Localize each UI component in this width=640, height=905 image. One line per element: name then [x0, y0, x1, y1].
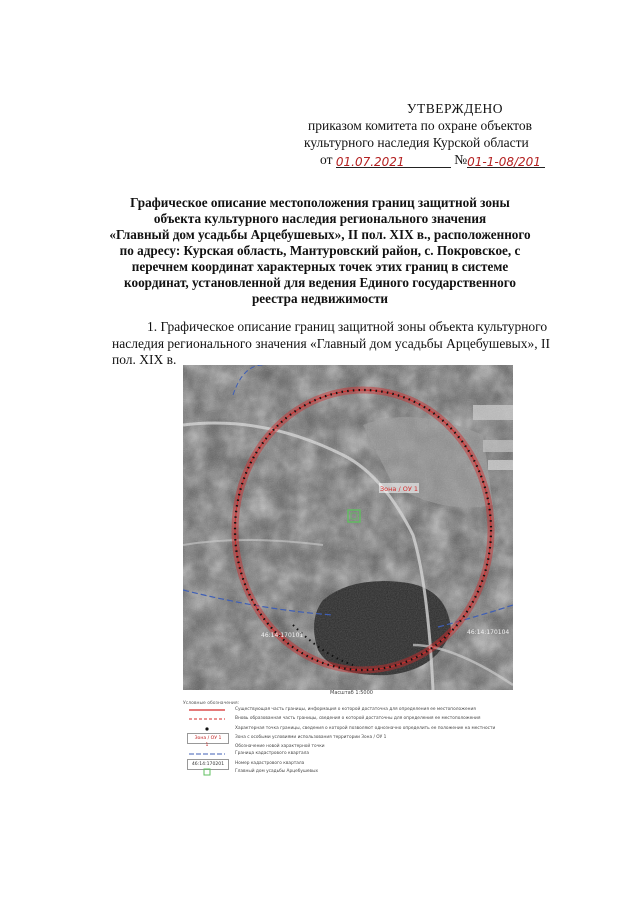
legend-item	[183, 725, 513, 733]
legend-text: Обозначение новой характерной точки	[235, 744, 325, 749]
approval-block	[300, 100, 570, 169]
dashed-line-symbol	[187, 715, 227, 723]
legend-text: Вновь образованная часть границы, сведения о которой достаточны для определения ее местоположения	[235, 716, 481, 721]
title-line: «Главный дом усадьбы Арцебушевых», II пол. XIX в., расположенного	[109, 227, 531, 242]
date-prefix: от	[320, 152, 333, 167]
map-svg	[183, 365, 513, 690]
legend-item	[183, 760, 513, 768]
approval-line-1: приказом комитета по охране объектов	[308, 118, 532, 133]
green-square-symbol	[187, 768, 227, 776]
map-scale: Масштаб 1:5000	[330, 690, 373, 696]
legend-item	[183, 768, 513, 776]
legend-text: Граница кадастрового квартала	[235, 751, 309, 756]
number-prefix: №	[454, 152, 468, 167]
handwritten-number: 01-1-08/201	[467, 155, 541, 169]
legend-text: Существующая часть границы, информация о которой достаточна для определения ее местоположения	[235, 707, 476, 712]
blue-line-symbol	[187, 750, 227, 758]
approval-date-line	[300, 151, 570, 169]
date-field	[336, 153, 451, 168]
handwritten-date: 01.07.2021	[335, 155, 405, 169]
point-symbol	[187, 725, 227, 733]
section-paragraph: 1. Графическое описание границ защитной зоны объекта культурного наследия регионального значения «Главный дом усадьбы Арцебушевых», II пол. XIX в.	[112, 319, 550, 367]
parcel-box-symbol: 46:14:170201	[187, 760, 227, 768]
title-line: реестра недвижимости	[251, 291, 389, 306]
legend-item	[183, 715, 513, 723]
parcel-label-left: 46:14:170101	[261, 632, 304, 639]
approval-line-2: культурного наследия Курской области	[304, 135, 529, 150]
title-line: Графическое описание местоположения границ защитной зоны	[130, 195, 510, 210]
legend-item	[183, 706, 513, 714]
legend-item	[183, 750, 513, 758]
number-field	[467, 153, 545, 168]
title-line: объекта культурного наследия регионального значения	[153, 211, 487, 226]
document-title	[100, 195, 540, 307]
approval-title: УТВЕРЖДЕНО	[406, 101, 504, 116]
title-line: по адресу: Курская область, Мантуровский район, с. Покровское, с	[119, 243, 521, 258]
red-line-symbol	[187, 706, 227, 714]
parcel-label-right: 46:14:170104	[467, 629, 510, 636]
legend-text: Характерная точка границы, сведения о которой позволяют однозначно определить ее положение на местности	[235, 726, 496, 731]
aerial-map	[183, 365, 513, 690]
legend-text: Главный дом усадьбы Арцебушевых	[235, 769, 319, 774]
title-line: координат, установленной для ведения Единого государственного	[124, 275, 516, 290]
legend-text: Зона с особыми условиями использования территории Зона / ОУ 1	[235, 735, 387, 740]
zone-label: Зона / ОУ 1	[380, 485, 418, 493]
legend-title: Условные обозначения:	[183, 701, 240, 706]
legend-item	[183, 734, 513, 742]
small-point-symbol: 1	[205, 743, 209, 748]
legend-text: Номер кадастрового квартала	[235, 761, 305, 766]
title-line: перечнем координат характерных точек этих границ в системе	[131, 259, 509, 274]
zone-box-symbol: Зона / ОУ 1	[187, 734, 227, 742]
